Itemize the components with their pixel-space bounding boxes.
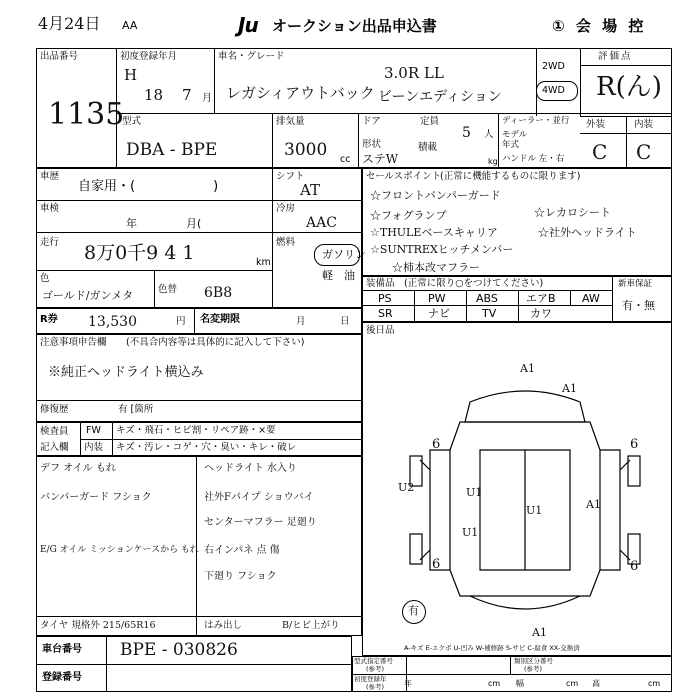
remark-right: 下廻り フショク: [204, 571, 277, 582]
shift-value: AT: [300, 181, 321, 199]
damage-mark: A1: [586, 498, 601, 511]
model-year-label: 年式: [502, 140, 520, 150]
equip-tv: TV: [482, 307, 497, 320]
sales-point-item: ☆フロントバンパーガード: [370, 189, 501, 202]
remark-right: 右インパネ 点 傷: [204, 545, 280, 556]
shift-label: シフト: [276, 171, 305, 182]
fw-label: FW: [86, 425, 101, 436]
name-change-day: 日: [340, 316, 350, 327]
first-reg-year-ref: (参考): [366, 683, 385, 691]
shape-value: ステW: [362, 152, 399, 166]
later-items-label: 後日品: [366, 325, 395, 336]
dealer-label: ディーラー・並行: [502, 116, 570, 126]
fuel-label: 燃料: [276, 237, 296, 248]
ticket-unit: 円: [176, 316, 186, 327]
damage-mark: U1: [466, 486, 483, 499]
equip-sr: SR: [378, 307, 393, 320]
venue-copy: ① 会 場 控: [552, 17, 647, 35]
repair-label: 修復歴: [40, 404, 69, 415]
width-unit: cm: [566, 679, 579, 688]
width-label: 幅: [516, 679, 524, 688]
inspection-year: 年: [126, 217, 137, 230]
rating-label: 評価点: [598, 51, 633, 62]
equipment-sub: (正常に限り○をつけてください): [404, 278, 544, 289]
tire-remark-2: はみ出し: [204, 620, 243, 631]
interior-label: 内装: [634, 119, 654, 130]
type-designation-label: 型式指定番号: [354, 657, 393, 665]
equip-navi: ナビ: [428, 307, 450, 320]
remark-right: 社外Fパイプ ショウバイ: [204, 492, 314, 503]
tire-mark: 6: [630, 437, 639, 452]
sales-point-item: ☆柿本改マフラー: [392, 261, 480, 274]
first-reg-era: H: [124, 66, 138, 84]
ju-logo: Ju: [238, 13, 258, 37]
ticket-label: R券: [40, 314, 58, 325]
remark-right: センターマフラー 足廻り: [204, 517, 317, 528]
displacement-value: 3000: [284, 140, 328, 160]
type-label: 型式: [122, 116, 142, 127]
sales-point-item: ☆社外ヘッドライト: [538, 226, 637, 239]
ac-label: 冷房: [276, 203, 296, 214]
height-label: 高: [592, 679, 600, 688]
damage-mark: U1: [462, 526, 479, 539]
equip-leather: カワ: [530, 307, 552, 320]
ticket-value: 13,530: [88, 314, 137, 330]
color-label: 色: [40, 273, 50, 284]
model-label: モデル: [502, 130, 528, 140]
color-value: ゴールド/ガンメタ: [42, 289, 134, 302]
displacement-label: 排気量: [276, 116, 305, 127]
year-unit: 年: [404, 679, 412, 688]
remark-right: ヘッドライト 水入り: [204, 463, 297, 474]
remark-left: バンパーガード フショク: [40, 492, 152, 503]
sales-point-item: ☆レカロシート: [534, 206, 611, 219]
sheet-title: オークション出品申込書: [272, 17, 437, 35]
damage-legend: A-キズ E-エクボ U-凹み W-補修跡 S-サビ C-腐食 XX-交換済: [404, 644, 580, 652]
handle-label: ハンドル 左・右: [502, 154, 565, 164]
equip-aw: AW: [582, 292, 600, 305]
inspector-label: 検査員: [40, 426, 69, 437]
first-reg-year-label: 初度登録年: [354, 675, 387, 683]
mileage-value: 8万0千9 4 1: [84, 242, 195, 264]
sales-points-label: セールスポイント: [366, 171, 442, 182]
chassis-label: 車台番号: [42, 644, 82, 655]
exterior-scale: キズ・飛石・ヒビ割・リペア跡・×要: [116, 425, 276, 436]
new-warranty-label: 新車保証: [618, 279, 653, 289]
rating-value: R(ん): [596, 72, 662, 102]
notes-label: 注意事項申告欄: [40, 337, 107, 348]
category-ref: (参考): [524, 665, 543, 673]
sales-points-sub: (正常に機能するものに限ります): [440, 171, 581, 182]
capacity-label: 定員: [420, 116, 440, 127]
car-name-label: 車名・グレード: [218, 51, 285, 62]
color-change-label: 色替: [158, 284, 178, 295]
displacement-unit: cc: [340, 154, 351, 165]
type-value: DBA - BPE: [126, 140, 218, 160]
first-reg-label: 初度登録年月: [120, 51, 178, 62]
lot-number-label: 出品番号: [40, 51, 79, 62]
door-label: ドア: [362, 116, 381, 127]
height-unit: cm: [648, 679, 661, 688]
notes-sub: (不具合内容等は具体的に記入して下さい): [126, 337, 305, 348]
damage-mark: U2: [398, 481, 415, 494]
first-reg-month: 7: [182, 86, 192, 104]
capacity-value: 5: [462, 125, 471, 141]
interior-grade: C: [636, 140, 652, 164]
load-label: 積載: [418, 142, 438, 153]
grade-value-2: ビーンエディション: [378, 89, 502, 105]
color-code: 6B8: [204, 285, 233, 301]
sales-point-item: ☆SUNTREXヒッチメンバー: [370, 243, 514, 256]
history-label: 車歴: [40, 171, 60, 182]
remark-left: デフ オイル もれ: [40, 463, 116, 474]
sales-point-item: ☆フォグランプ: [370, 209, 447, 222]
registration-label: 登録番号: [42, 672, 82, 683]
exterior-grade: C: [592, 140, 608, 164]
type-designation-ref: (参考): [366, 665, 385, 673]
drive-4wd: 4WD: [542, 85, 565, 96]
repair-value: 有 [箇所: [118, 404, 154, 415]
fuel-gasoline: ガソリン: [322, 248, 366, 261]
tire-remark-3: B/ヒビ上がり: [282, 620, 340, 631]
equip-pw: PW: [428, 292, 446, 305]
category-label: 類別区分番号: [514, 657, 553, 665]
interior-scale: キズ・汚レ・コゲ・穴・臭い・キレ・破レ: [116, 442, 297, 453]
car-body-diagram: [390, 370, 660, 640]
first-reg-year: 18: [144, 86, 164, 104]
remark-left: E/G オイル ミッションケースから もれ: [40, 545, 199, 555]
sheet-date: 4月24日: [38, 14, 101, 33]
inspection-label: 車検: [40, 203, 60, 214]
damage-mark: A1: [520, 362, 535, 375]
mileage-label: 走行: [40, 237, 60, 248]
writer-label: 記入欄: [40, 442, 69, 453]
equip-abs: ABS: [476, 292, 498, 305]
interior-row-label: 内装: [84, 442, 104, 453]
notes-value: ※純正ヘッドライト横込み: [48, 365, 204, 380]
new-warranty-value: 有・無: [622, 299, 655, 312]
equip-ps: PS: [378, 292, 392, 305]
damage-mark: U1: [526, 504, 543, 517]
capacity-unit: 人: [484, 129, 494, 140]
spare-mark: 有: [408, 604, 419, 617]
load-unit: kg: [488, 157, 498, 166]
length-unit: cm: [488, 679, 501, 688]
name-change-label: 名変期限: [200, 314, 240, 325]
sales-points-box: [362, 168, 672, 276]
tire-mark: 6: [630, 559, 639, 574]
inspection-month: 月(: [186, 217, 202, 230]
shape-label: 形状: [362, 139, 382, 150]
damage-mark: A1: [562, 382, 577, 395]
fuel-diesel: 軽 油: [322, 269, 355, 282]
fuel-gasoline-circle: [314, 244, 360, 266]
spare-circle: [402, 600, 426, 624]
name-change-month: 月: [296, 316, 306, 327]
date-suffix: AA: [122, 19, 138, 32]
equipment-label: 装備品: [366, 278, 395, 289]
tire-remark: タイヤ 規格外 215/65R16: [40, 620, 156, 631]
tire-mark: 6: [432, 557, 441, 572]
history-value: 自家用・( ): [78, 179, 219, 194]
chassis-value: BPE - 030826: [120, 640, 238, 660]
tire-mark: 6: [432, 437, 441, 452]
drive-4wd-circle: [536, 81, 578, 101]
mileage-unit: km: [256, 257, 271, 268]
ticket-row: [36, 308, 362, 334]
equip-airbag: エアB: [526, 292, 556, 305]
month-unit: 月: [202, 93, 212, 104]
damage-mark: A1: [532, 626, 547, 639]
exterior-label: 外装: [586, 119, 606, 130]
lot-number-value: 1135: [48, 97, 125, 132]
sales-point-item: ☆THULEベースキャリア: [370, 226, 498, 239]
car-name-value: レガシィアウトバック: [226, 84, 375, 102]
ac-value: AAC: [306, 215, 337, 231]
grade-value: 3.0R LL: [384, 64, 444, 82]
drive-2wd: 2WD: [542, 61, 565, 72]
